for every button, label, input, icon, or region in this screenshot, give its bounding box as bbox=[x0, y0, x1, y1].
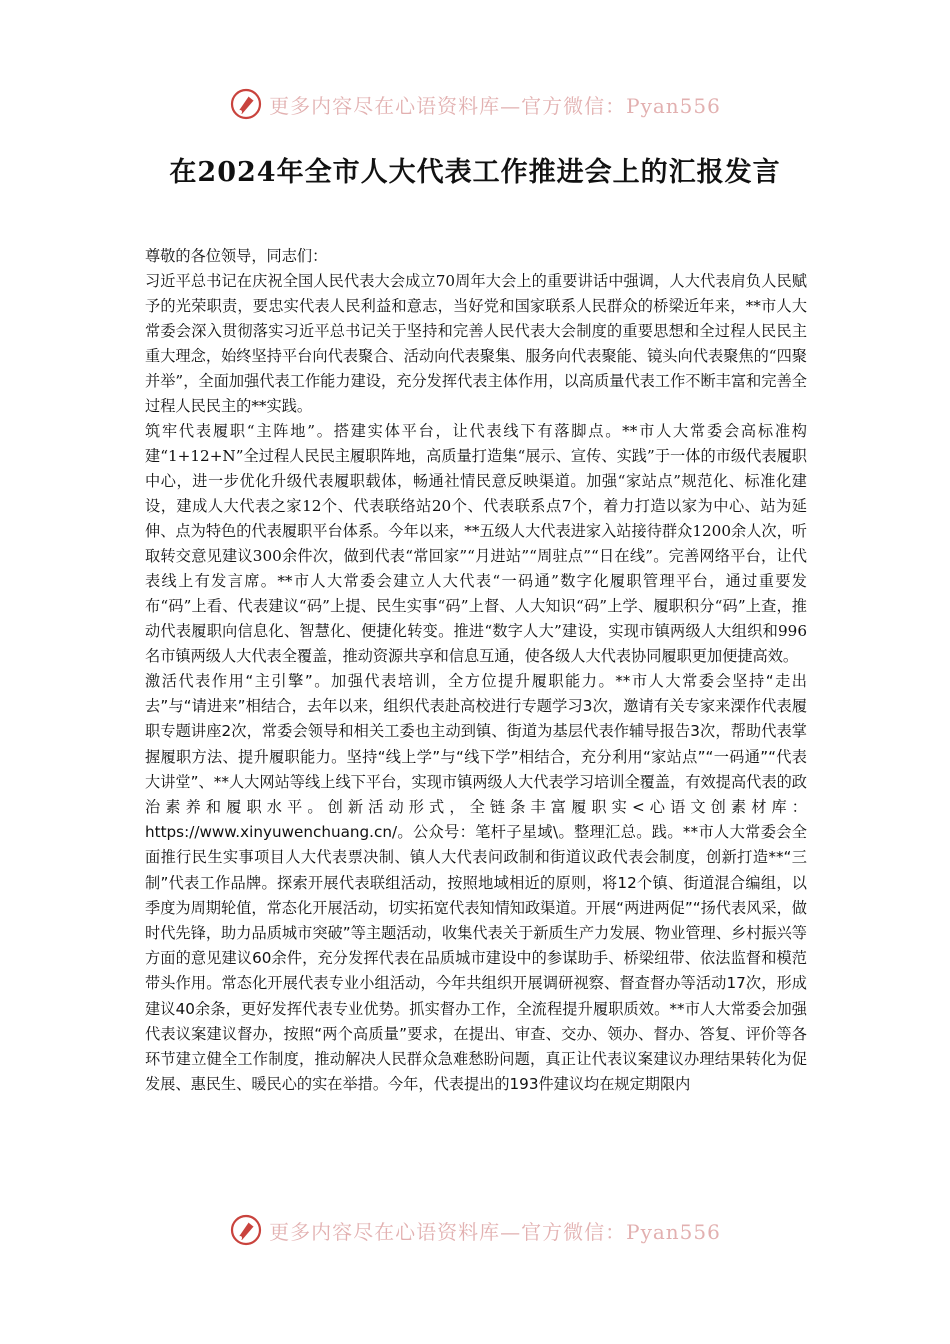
document-body bbox=[145, 244, 807, 1097]
banner-text: 更多内容尽在心语资料库—官方微信：Pyan556 bbox=[269, 93, 721, 118]
footer-watermark-banner bbox=[0, 1210, 950, 1250]
header-watermark-banner bbox=[0, 84, 950, 124]
intro-paragraph: 习近平总书记在庆祝全国人民代表大会成立70周年大会上的重要讲话中强调，人大代表肩负人民赋予的光荣职责，要忠实代表人民利益和意志，当好党和国家联系人民群众的桥梁近年来，**市人大常委会深入贯彻落实习近平总书记关于坚持和完善人民代表大会制度的重要思想和全过程人民民主重大理念，始终坚持平台向代表聚合、活动向代表聚集、服务向代表聚能、镜头向代表聚焦的“四聚并举”，全面加强代表工作能力建设，充分发挥代表主体作用，以高质量代表工作不断丰富和完善全过程人民民主的**实践。 bbox=[145, 272, 807, 415]
document-title: 在2024年全市人大代表工作推进会上的汇报发言 bbox=[169, 157, 781, 188]
section-1-paragraph: 筑牢代表履职“主阵地”。搭建实体平台，让代表线下有落脚点。**市人大常委会高标准构建“1+12+N”全过程人民民主履职阵地，高质量打造集“展示、宣传、实践”于一体的市级代表履职中心，进一步优化升级代表履职载体，畅通社情民意反映渠道。加强“家站点”规范化、标准化建设，建成人大代表之家12个、代表联络站20个、代表联系点7个，着力打造以家为中心、站为延伸、点为特色的代表履职平台体系。今年以来，**五级人大代表进家入站接待群众1200余人次，听取转交意见建议300余件次，做到代表“常回家”“月进站”“周驻点”“日在线”。完善网络平台，让代表线上有发言席。**市人大常委会建立人大代表“一码通”数字化履职管理平台，通过重要发布“码”上看、代表建议“码”上提、民生实事“码”上督、人大知识“码”上学、履职积分“码”上查，推动代表履职向信息化、智慧化、便捷化转变。推进“数字人大”建设，实现市镇两级人大组织和996名市镇两级人大代表全覆盖，推动资源共享和信息互通，使各级人大代表协同履职更加便捷高效。 bbox=[145, 422, 807, 665]
salutation-paragraph: 尊敬的各位领导，同志们： bbox=[145, 247, 328, 265]
section-2-paragraph: 激活代表作用“主引擎”。加强代表培训，全方位提升履职能力。**市人大常委会坚持“走出去”与“请进来”相结合，去年以来，组织代表赴高校进行专题学习3次，邀请有关专家来溧作代表履职专题讲座2次，常委会领导和相关工委也主动到镇、街道为基层代表作辅导报告3次，帮助代表掌握履职方法、提升履职能力。坚持“线上学”与“线下学”相结合，充分利用“家站点”“一码通”“代表大讲堂”、**人大网站等线上线下平台，实现市镇两级人大代表学习培训全覆盖，有效提高代表的政治素养和履职水平。创新活动形式，全链条丰富履职实<心语文创素材库：https://www.xinyuwenchuang.cn/。公众号：笔杆子星域\。整理汇总。践。**市人大常委会全面推行民生实事项目人大代表票决制、镇人大代表问政制和街道议政代表会制度，创新打造**“三制”代表工作品牌。探索开展代表联组活动，按照地域相近的原则，将12个镇、街道混合编组，以季度为周期轮值，常态化开展活动，切实拓宽代表知情知政渠道。开展“两进两促”“扬代表风采，做时代先锋，助力品质城市突破”等主题活动，收集代表关于新质生产力发展、物业管理、乡村振兴等方面的意见建议60余件，充分发挥代表在品质城市建设中的参谋助手、桥梁纽带、依法监督和模范带头作用。常态化开展代表专业小组活动，今年共组织开展调研视察、督查督办等活动17次，形成建议40余条，更好发挥代表专业优势。抓实督办工作，全流程提升履职质效。**市人大常委会加强代表议案建议督办，按照“两个高质量”要求，在提出、审查、交办、领办、督办、答复、评价等各环节建立健全工作制度，推动解决人民群众急难愁盼问题，真正让代表议案建议办理结果转化为促发展、惠民生、暖民心的实在举措。今年，代表提出的193件建议均在规定期限内 bbox=[145, 672, 807, 1094]
pen-nib-logo-icon bbox=[229, 1213, 263, 1247]
banner-text: 更多内容尽在心语资料库—官方微信：Pyan556 bbox=[269, 1219, 721, 1244]
pen-nib-logo-icon bbox=[229, 87, 263, 121]
